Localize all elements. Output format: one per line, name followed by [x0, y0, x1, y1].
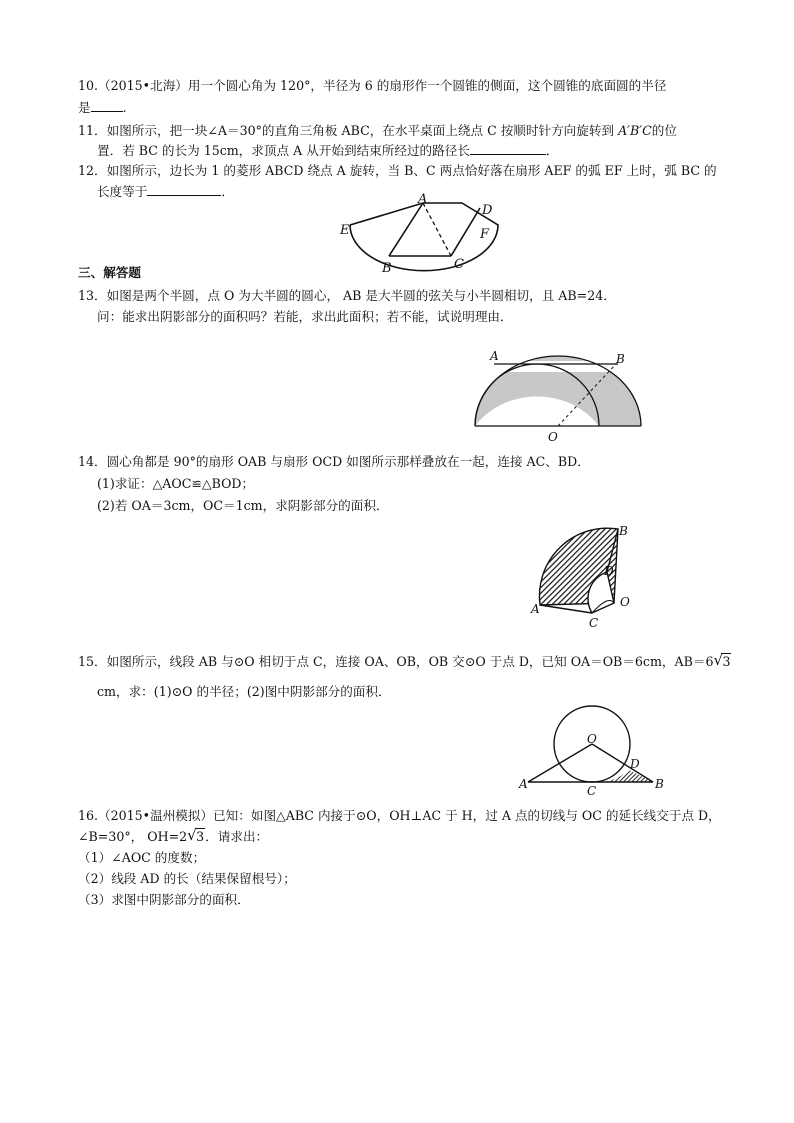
q13-semicircles-figure [468, 346, 648, 444]
q15-text-line1 [78, 652, 731, 672]
q12-sector-aef [350, 203, 498, 271]
q15-text-line1-body: 15．如图所示，线段 AB 与⊙O 相切于点 C，连接 OA、OB，OB 交⊙O 于点 D，已知 OA＝OB＝6cm，AB＝6 [78, 654, 714, 669]
q16-text-line2 [78, 827, 268, 847]
q16-item-3: （3）求图中阴影部分的面积． [78, 892, 250, 907]
q14-label-c: C [589, 616, 599, 630]
q10-text-line2: 是 . [78, 100, 127, 115]
q14-segment-ac [540, 605, 592, 613]
section-title: 三、解答题 [78, 265, 141, 280]
q15-sqrt-radicand: 3 [722, 654, 731, 669]
q13-text-line1: 13．如图是两个半圆，点 O 为大半圆的圆心， AB 是大半圆的弦关与小半圆相切，且 AB=24． [78, 288, 616, 303]
q14-label-a: A [531, 602, 540, 616]
q14-text-line1: 14．圆心角都是 90°的扇形 OAB 与扇形 OCD 如图所示那样叠放在一起，连接 AC、BD． [78, 454, 590, 469]
q11-text-part2: 的位 [651, 123, 677, 138]
q16-sqrt-sign: √ [187, 826, 197, 844]
q14-text-line2: (1)求证：△AOC≌△BOD； [97, 476, 255, 491]
q12-answer-blank [147, 182, 221, 196]
q16-item-2: （2）线段 AD 的长（结果保留根号）； [78, 871, 296, 886]
q12-diagonal-ac [423, 203, 451, 256]
q12-label-e: E [340, 223, 350, 238]
q12-text-line2-body: 长度等于 [97, 184, 148, 199]
q10-answer-blank [91, 98, 123, 112]
q13-label-b: B [616, 352, 625, 366]
q15-label-d: D [630, 757, 640, 771]
q12-label-a: A [418, 192, 428, 207]
q11-text-line1 [78, 121, 677, 141]
q15-sqrt-sign: √ [713, 651, 724, 669]
q12-label-d: D [482, 203, 493, 218]
q16-sqrt-radicand: 3 [196, 829, 205, 844]
q13-text-line2: 问：能求出阴影部分的面积吗？若能，求出此面积；若不能，试说明理由． [97, 309, 513, 324]
q15-label-a: A [519, 777, 528, 791]
q15-label-b: B [655, 777, 664, 791]
q11-text-line2-body: 置．若 BC 的长为 15cm，求顶点 A 从开始到结束所经过的路径长 [97, 143, 470, 158]
q11-answer-blank [470, 141, 546, 155]
q12-label-b: B [382, 261, 392, 276]
q12-text-line2: 长度等于 ． [97, 184, 234, 199]
q16-text-line1: 16.（2015•温州模拟）已知：如图△ABC 内接于⊙O，OH⊥AC 于 H，过 A 点的切线与 OC 的延长线交于点 D， [78, 808, 721, 823]
q15-circle-figure [512, 706, 672, 796]
q11-triangle-label: A′B′C [618, 123, 652, 138]
q14-label-b: B [619, 524, 628, 538]
q15-sqrt [713, 652, 731, 672]
q16-sqrt [187, 827, 205, 847]
q14-label-o: O [620, 595, 630, 609]
q15-text-line2: cm，求：(1)⊙O 的半径；(2)图中阴影部分的面积． [97, 684, 391, 699]
q12-rhombus-figure [340, 192, 515, 280]
q10-prefix: 是 [78, 100, 91, 115]
q12-label-c: C [454, 257, 464, 272]
q16-item-1: （1）∠AOC 的度数； [78, 850, 206, 865]
q13-label-o: O [548, 430, 558, 444]
q15-label-o: O [587, 732, 597, 746]
q16-text-line2-part1: ∠B=30°， OH=2 [78, 829, 188, 844]
q12-label-f: F [480, 227, 490, 242]
q11-text-part1: 11．如图所示，把一块∠A＝30°的直角三角板 ABC，在水平桌面上绕点 C 按顺时针方向旋转到 [78, 123, 615, 138]
q16-text-line2-part2: ．请求出： [205, 829, 269, 844]
q14-text-line3: (2)若 OA＝3cm，OC＝1cm，求阴影部分的面积． [97, 498, 389, 513]
q11-text-line2: 置．若 BC 的长为 15cm，求顶点 A 从开始到结束所经过的路径长 ． [97, 143, 559, 158]
q15-segment-oa [528, 744, 592, 782]
q15-label-c: C [587, 784, 597, 798]
q12-side-cd [451, 208, 480, 256]
q14-sectors-figure [522, 515, 642, 633]
q13-label-a: A [490, 349, 499, 363]
q10-text-line1: 10.（2015•北海）用一个圆心角为 120°，半径为 6 的扇形作一个圆锥的侧面，这个圆锥的底面圆的半径 [78, 78, 667, 93]
q14-label-d: D [604, 564, 614, 578]
q12-text-line1: 12．如图所示，边长为 1 的菱形 ABCD 绕点 A 旋转，当 B、C 两点恰好落在扇形 AEF 的弧 EF 上时，弧 BC 的 [78, 163, 717, 178]
